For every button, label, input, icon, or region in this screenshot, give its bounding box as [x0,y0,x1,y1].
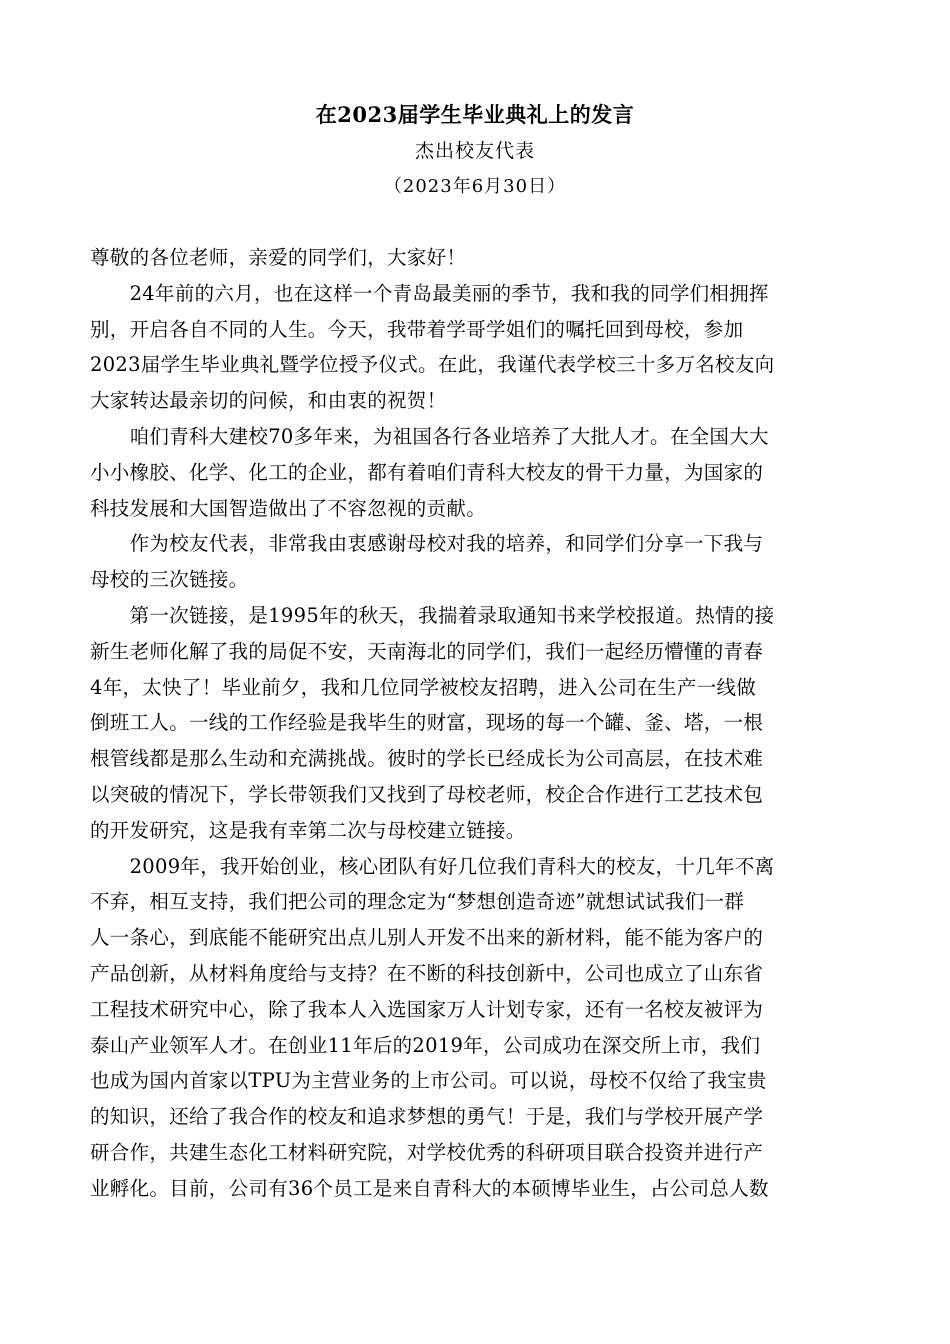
body-line: 以突破的情况下，学长带领我们又找到了母校老师，校企合作进行工艺技术包 [90,782,764,806]
speech-title: 在2023届学生毕业典礼上的发言 [315,102,635,127]
body-line: 工程技术研究中心，除了我本人入选国家万人计划专家，还有一名校友被评为 [90,997,764,1021]
speech-date: （2023年6月30日） [383,176,567,197]
body-line: 别，开启各自不同的人生。今天，我带着学哥学姐们的嘱托回到母校，参加 [90,317,744,341]
body-line: 第一次链接，是1995年的秋天，我揣着录取通知书来学校报道。热情的接 [90,603,775,627]
body-line: 科技发展和大国智造做出了不容忽视的贡献。 [90,496,487,520]
speaker-subtitle: 杰出校友代表 [414,140,535,162]
body-line: 的知识，还给了我合作的校友和追求梦想的勇气！于是，我们与学校开展产学 [90,1105,764,1129]
body-line: 大家转达最亲切的问候，和由衷的祝贺！ [90,389,447,413]
body-line: 研合作，共建生态化工材料研究院，对学校优秀的科研项目联合投资并进行产 [90,1140,764,1164]
body-line: 也成为国内首家以TPU为主营业务的上市公司。可以说，母校不仅给了我宝贵 [90,1069,767,1093]
body-line: 业孵化。目前，公司有36个员工是来自青科大的本硕博毕业生，占公司总人数 [90,1176,769,1200]
body-line: 新生老师化解了我的局促不安，天南海北的同学们，我们一起经历懵懂的青春 [90,639,764,663]
body-line: 不弃，相互支持，我们把公司的理念定为“梦想创造奇迹”就想试试我们一群 [90,890,745,914]
body-line: 咱们青科大建校70多年来，为祖国各行各业培养了大批人才。在全国大大 [90,424,769,448]
body-line: 4年，太快了！毕业前夕，我和几位同学被校友招聘，进入公司在生产一线做 [90,675,757,699]
body-line: 小小橡胶、化学、化工的企业，都有着咱们青科大校友的骨干力量，为国家的 [90,460,764,484]
body-line: 根管线都是那么生动和充满挑战。彼时的学长已经成长为公司高层，在技术难 [90,747,764,771]
body-line: 的开发研究，这是我有幸第二次与母校建立链接。 [90,818,526,842]
body-line: 2009年，我开始创业，核心团队有好几位我们青科大的校友，十几年不离 [90,854,775,878]
body-line: 尊敬的各位老师，亲爱的同学们，大家好！ [90,246,467,269]
body-line: 泰山产业领军人才。在创业11年后的2019年，公司成功在深交所上市，我们 [90,1033,761,1057]
body-line: 倒班工人。一线的工作经验是我毕生的财富，现场的每一个罐、釜、塔，一根 [90,711,764,735]
body-line: 作为校友代表，非常我由衷感谢母校对我的培养，和同学们分享一下我与 [90,532,764,556]
body-line: 人一条心，到底能不能研究出点儿别人开发不出来的新材料，能不能为客户的 [90,926,764,950]
body-line: 母校的三次链接。 [90,568,249,592]
speech-body [90,240,860,1207]
body-line: 2023届学生毕业典礼暨学位授予仪式。在此，我谨代表学校三十多万名校友向 [90,353,775,377]
body-line: 24年前的六月，也在这样一个青岛最美丽的季节，我和我的同学们相拥挥 [90,281,769,305]
body-line: 产品创新，从材料角度给与支持？在不断的科技创新中，公司也成立了山东省 [90,961,764,985]
